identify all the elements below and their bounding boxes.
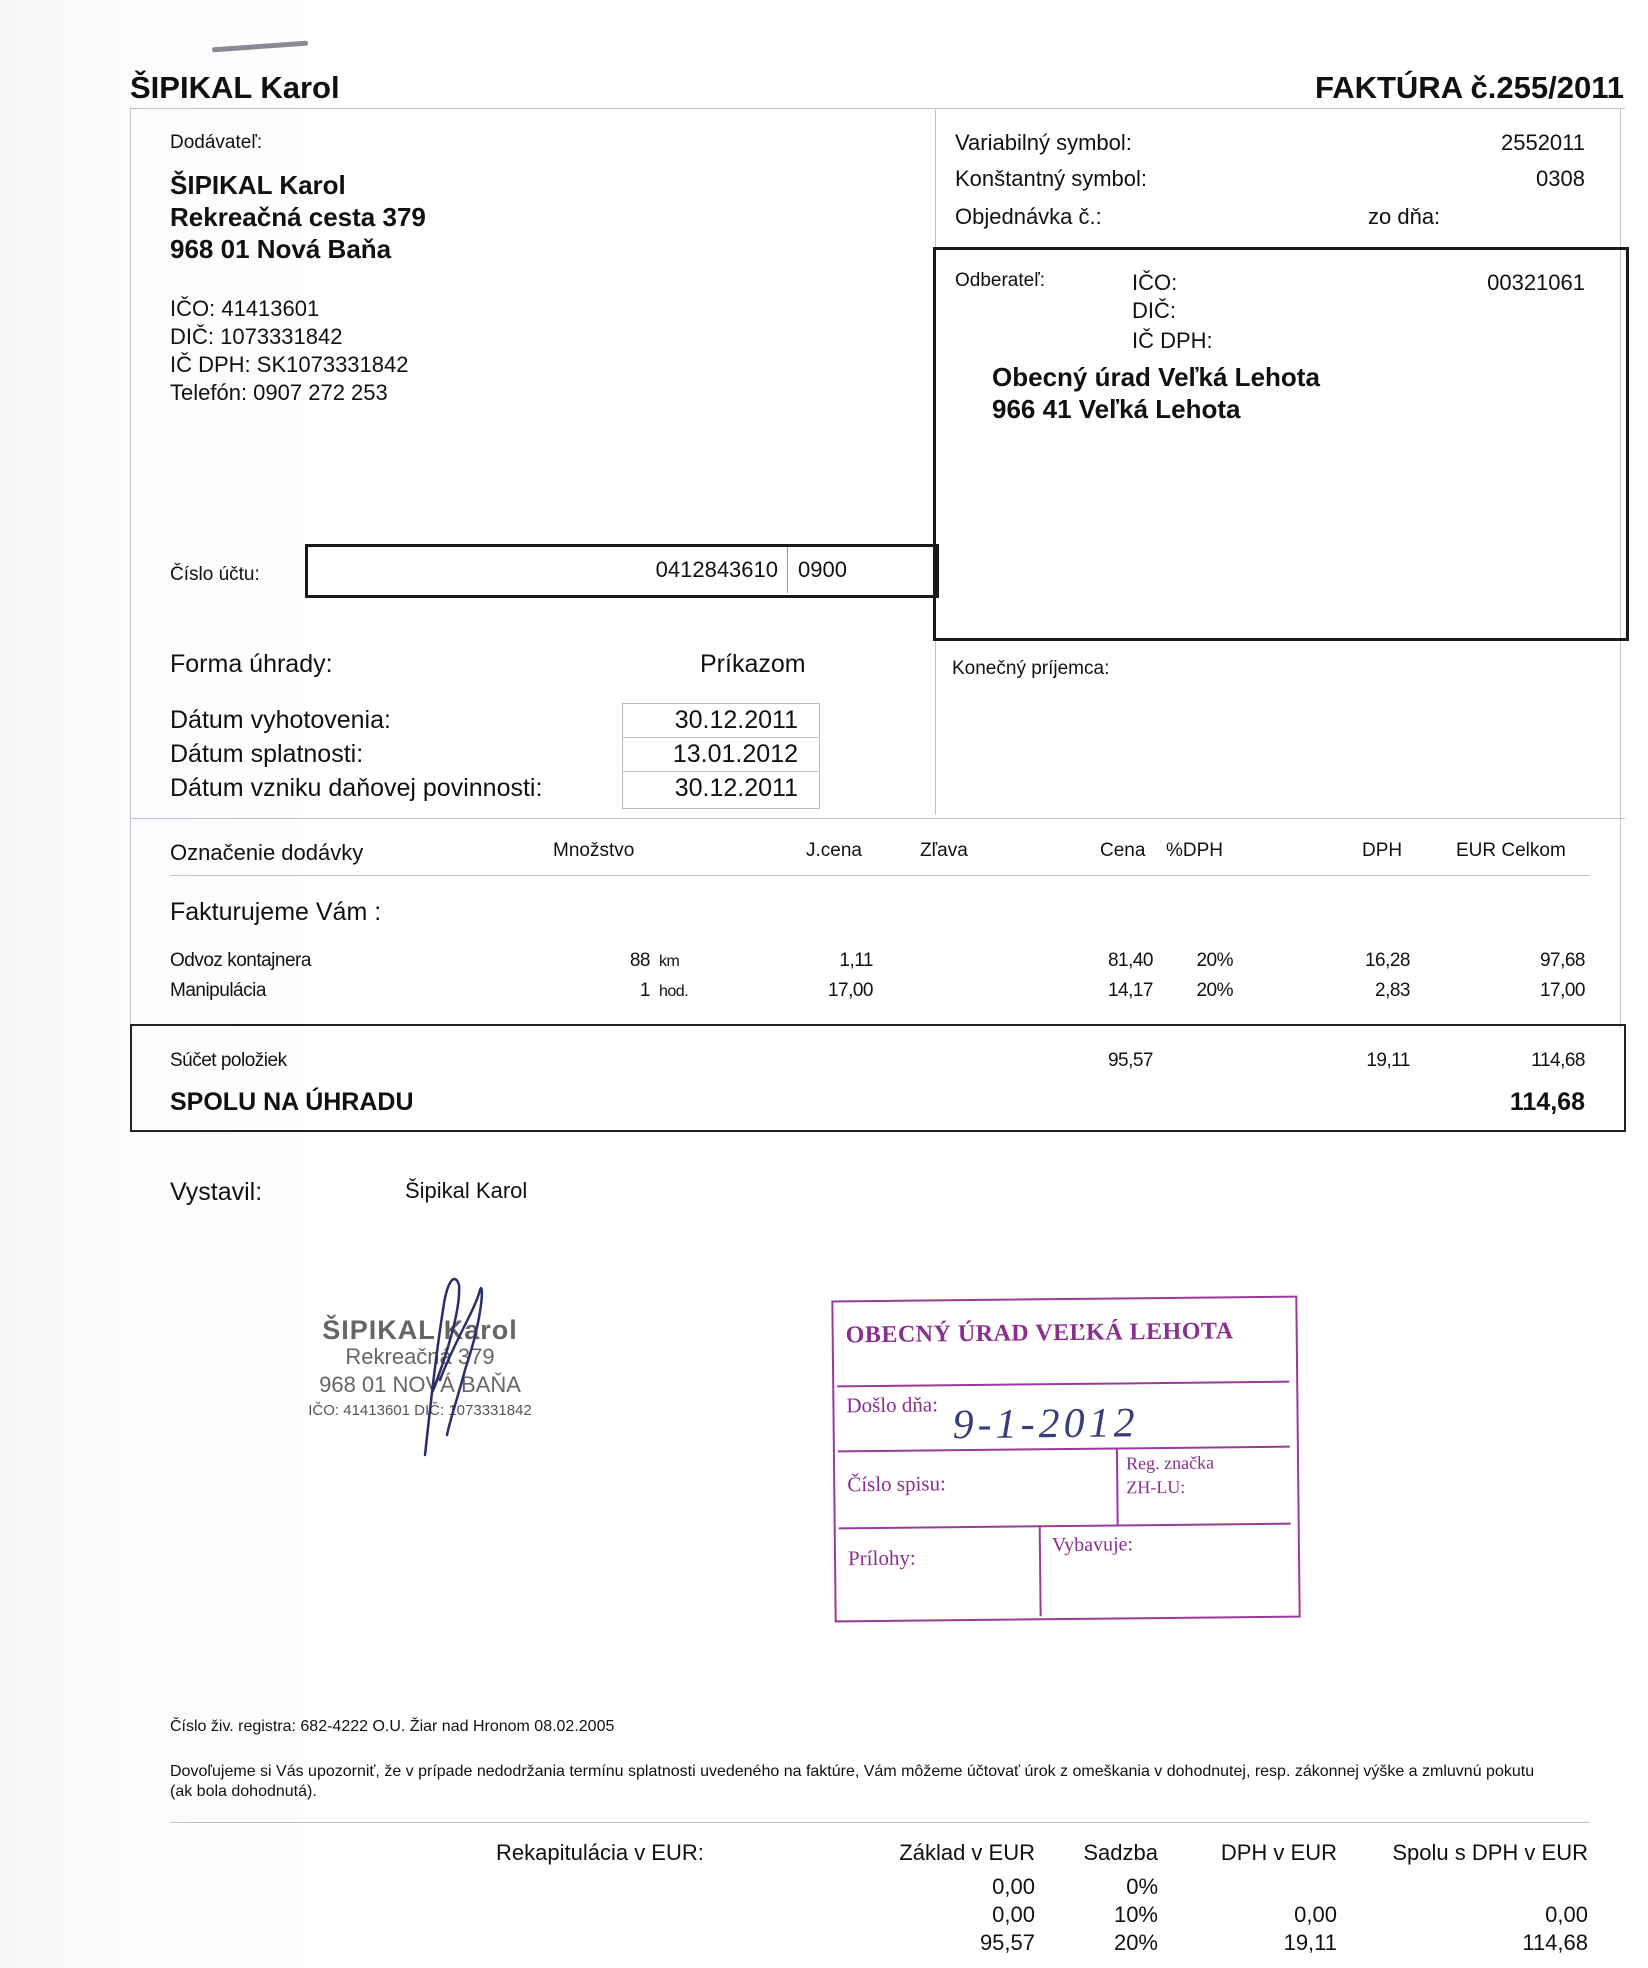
customer-dic-label: DIČ: xyxy=(1132,298,1176,323)
item-1-unit-price: 1,11 xyxy=(839,950,873,971)
recap-row-3-total: 114,68 xyxy=(1522,1930,1588,1955)
item-2-vat-rate: 20% xyxy=(1196,980,1233,1001)
col-discount-label: Zľava xyxy=(920,840,968,861)
recap-row-1-rate: 0% xyxy=(1126,1874,1158,1899)
frame-middle-line xyxy=(935,108,936,248)
receipt-reg-value: ZH-LU: xyxy=(1126,1476,1186,1498)
payment-method-label: Forma úhrady: xyxy=(170,650,333,678)
item-2-qty: 1 xyxy=(639,980,650,1001)
recap-top-line xyxy=(170,1822,1590,1823)
item-2-name: Manipulácia xyxy=(170,980,266,1001)
issued-by-name: Šipikal Karol xyxy=(405,1178,528,1203)
header-supplier-title: ŠIPIKAL Karol xyxy=(130,70,340,105)
recap-row-3-rate: 20% xyxy=(1113,1930,1158,1955)
recap-col-base: Základ v EUR xyxy=(899,1840,1035,1865)
supplier-icdph: IČ DPH: SK1073331842 xyxy=(170,352,409,377)
table-top-line xyxy=(130,818,1625,819)
item-1-unit: km xyxy=(659,953,680,970)
col-item-label: Označenie dodávky xyxy=(170,840,364,865)
col-vat-rate-label: %DPH xyxy=(1166,840,1224,861)
table-header-line xyxy=(170,875,1590,876)
item-1-vat: 16,28 xyxy=(1364,950,1410,971)
supplier-stamp-line-2: Rekreačná 379 xyxy=(345,1344,495,1369)
supplier-ico: IČO: 41413601 xyxy=(170,296,320,321)
payment-method-value: Príkazom xyxy=(700,650,806,678)
constant-symbol-label: Konštantný symbol: xyxy=(955,166,1147,191)
sum-vat: 19,11 xyxy=(1366,1050,1410,1071)
col-price-label: Cena xyxy=(1100,840,1146,861)
frame-top-line xyxy=(130,108,1625,109)
supplier-stamp-line-1: ŠIPIKAL Karol xyxy=(322,1315,518,1345)
receipt-reg-label: Reg. značka xyxy=(1125,1452,1215,1474)
col-unit-price-label: J.cena xyxy=(806,840,862,861)
item-2-total: 17,00 xyxy=(1539,980,1585,1001)
recap-row-3-base: 95,57 xyxy=(979,1930,1035,1955)
final-recipient-label: Konečný príjemca: xyxy=(952,658,1110,679)
receipt-stamp-title: OBECNÝ ÚRAD VEĽKÁ LEHOTA xyxy=(845,1318,1234,1349)
supplier-city: 968 01 Nová Baňa xyxy=(170,234,392,264)
recap-col-vat: DPH v EUR xyxy=(1220,1840,1337,1865)
payment-notice: Dovoľujeme si Vás upozorniť, že v prípade nedodržania termínu splatnosti uvedeného na faktúre, Vám môžeme účtovať úrok z omeškania v dohodnutej, resp. zákonnej výške a zmluvnú pokutu (ak bola dohodnutá). xyxy=(170,1763,1535,1800)
recap-row-1-base: 0,00 xyxy=(992,1874,1035,1899)
scan-pen-mark xyxy=(212,41,308,53)
recap-label: Rekapitulácia v EUR: xyxy=(496,1840,704,1865)
supplier-dic: DIČ: 1073331842 xyxy=(170,324,343,349)
variable-symbol-value: 2552011 xyxy=(1500,130,1585,155)
col-quantity-label: Množstvo xyxy=(553,840,635,861)
supplier-phone: Telefón: 0907 272 253 xyxy=(170,380,388,405)
registry-note: Číslo živ. registra: 682-4222 O.U. Žiar nad Hronom 08.02.2005 xyxy=(170,1718,615,1735)
invoice-title: FAKTÚRA č.255/2011 xyxy=(1314,70,1624,105)
item-1-price: 81,40 xyxy=(1107,950,1153,971)
col-total-label: EUR Celkom xyxy=(1456,840,1566,861)
date-tax-label: Dátum vzniku daňovej povinnosti: xyxy=(170,774,543,802)
customer-ico-label: IČO: xyxy=(1132,270,1178,295)
recap-col-rate: Sadzba xyxy=(1083,1840,1158,1865)
frame-middle-line-lower xyxy=(935,635,936,815)
supplier-stamp-line-3: 968 01 NOVÁ BAŇA xyxy=(319,1372,521,1397)
customer-name: Obecný úrad Veľká Lehota xyxy=(992,362,1320,392)
customer-city: 966 41 Veľká Lehota xyxy=(992,394,1241,424)
recap-row-2-base: 0,00 xyxy=(992,1902,1035,1927)
recap-col-total: Spolu s DPH v EUR xyxy=(1392,1840,1588,1865)
recap-row-3-vat: 19,11 xyxy=(1283,1930,1337,1955)
date-due-label: Dátum splatnosti: xyxy=(170,740,364,768)
customer-icdph-label: IČ DPH: xyxy=(1132,328,1213,353)
constant-symbol-value: 0308 xyxy=(1536,166,1585,191)
recap-row-2-vat: 0,00 xyxy=(1294,1902,1337,1927)
item-1-vat-rate: 20% xyxy=(1196,950,1233,971)
account-divider xyxy=(787,547,788,593)
issued-by-label: Vystavil: xyxy=(170,1178,263,1206)
item-2-price: 14,17 xyxy=(1107,980,1153,1001)
supplier-label: Dodávateľ: xyxy=(170,132,263,153)
date-due-value: 13.01.2012 xyxy=(672,740,798,768)
signature-mark xyxy=(395,1270,515,1460)
col-vat-label: DPH xyxy=(1362,840,1403,861)
receipt-file-label: Číslo spisu: xyxy=(847,1471,946,1497)
pay-total-value: 114,68 xyxy=(1509,1088,1585,1116)
dates-box-line-1 xyxy=(622,737,818,738)
receipt-received-value: 9-1-2012 xyxy=(952,1400,1139,1449)
items-intro: Fakturujeme Vám : xyxy=(170,898,382,926)
receipt-received-label: Došlo dňa: xyxy=(846,1392,939,1418)
supplier-street: Rekreačná cesta 379 xyxy=(170,202,426,232)
frame-left-line xyxy=(130,108,131,1130)
supplier-name: ŠIPIKAL Karol xyxy=(170,170,346,200)
item-1-name: Odvoz kontajnera xyxy=(170,950,311,971)
account-bank-code: 0900 xyxy=(798,557,847,582)
date-tax-value: 30.12.2011 xyxy=(674,774,798,802)
account-number: 0412843610 xyxy=(655,557,778,582)
item-2-unit: hod. xyxy=(659,983,689,1000)
variable-symbol-label: Variabilný symbol: xyxy=(955,130,1132,155)
date-issued-label: Dátum vyhotovenia: xyxy=(170,706,391,734)
dates-box-line-2 xyxy=(622,771,818,772)
recap-row-2-total: 0,00 xyxy=(1545,1902,1588,1927)
customer-box xyxy=(933,247,1629,641)
item-2-unit-price: 17,00 xyxy=(827,980,873,1001)
receipt-attachments-label: Prílohy: xyxy=(847,1545,916,1571)
item-1-qty: 88 xyxy=(629,950,650,971)
customer-label: Odberateľ: xyxy=(955,270,1046,291)
sum-label: Súčet položiek xyxy=(170,1050,287,1071)
receipt-stamp xyxy=(831,1296,1304,1623)
customer-ico-value: 00321061 xyxy=(1487,270,1585,295)
sum-total: 114,68 xyxy=(1531,1050,1585,1071)
item-1-total: 97,68 xyxy=(1539,950,1585,971)
date-issued-value: 30.12.2011 xyxy=(674,706,798,734)
receipt-handles-label: Vybavuje: xyxy=(1051,1533,1134,1557)
sum-price: 95,57 xyxy=(1107,1050,1153,1071)
recap-row-2-rate: 10% xyxy=(1113,1902,1158,1927)
item-2-vat: 2,83 xyxy=(1375,980,1410,1001)
order-date-label: zo dňa: xyxy=(1368,204,1441,229)
supplier-stamp-line-4: IČO: 41413601 DIČ: 1073331842 xyxy=(308,1402,532,1419)
pay-total-label: SPOLU NA ÚHRADU xyxy=(170,1088,414,1116)
account-label: Číslo účtu: xyxy=(170,564,260,585)
order-number-label: Objednávka č.: xyxy=(955,204,1102,229)
